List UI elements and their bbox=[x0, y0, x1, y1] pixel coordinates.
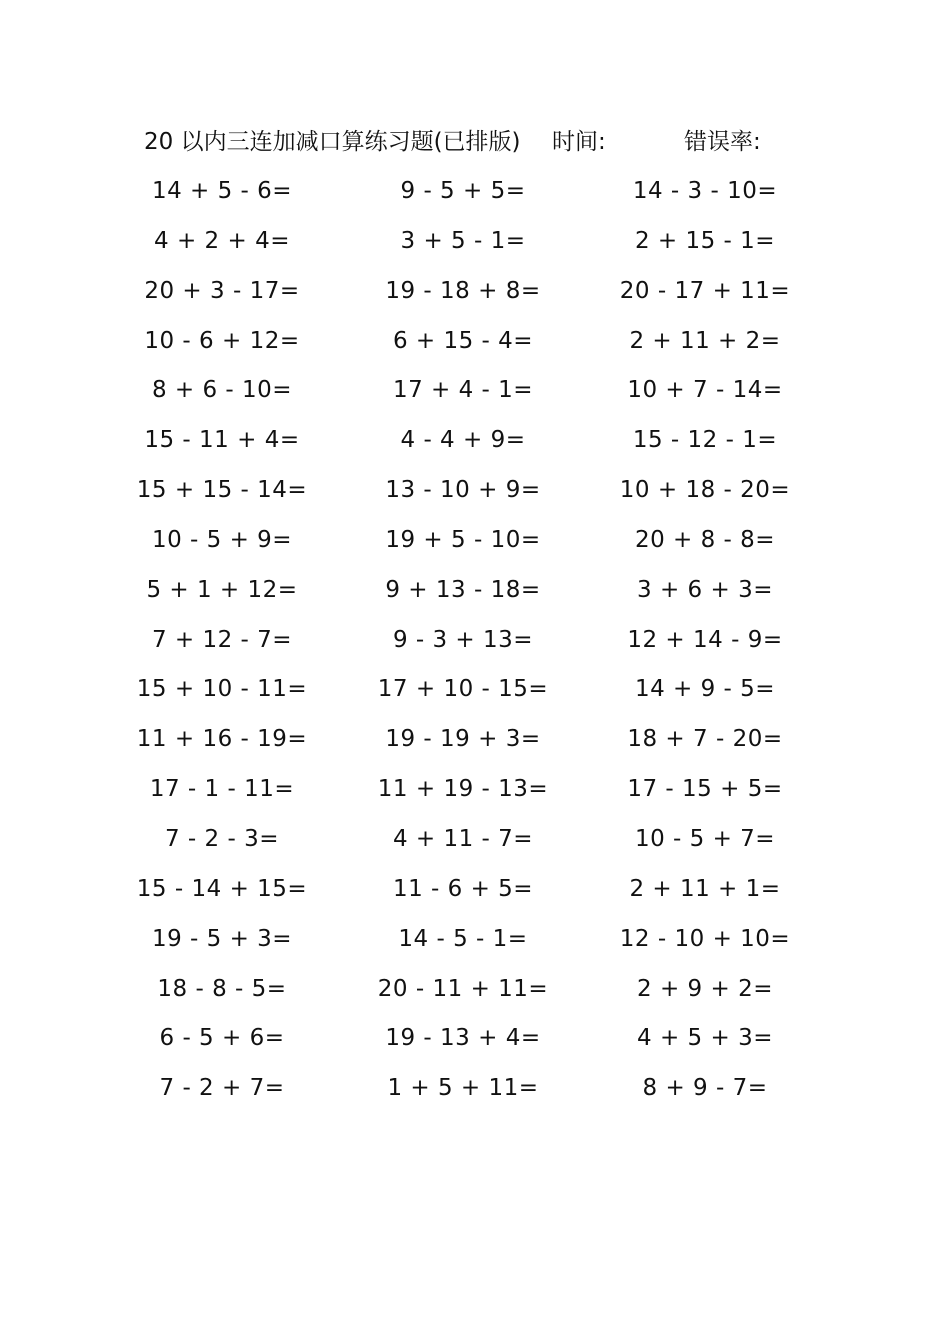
math-problem: 4 + 5 + 3= bbox=[637, 1025, 773, 1052]
math-problem: 7 - 2 - 3= bbox=[164, 825, 279, 852]
math-problem: 3 + 6 + 3= bbox=[637, 576, 773, 603]
math-problem: 11 - 6 + 5= bbox=[392, 875, 534, 902]
problem-row bbox=[0, 470, 950, 520]
problem-row bbox=[0, 221, 950, 271]
error-rate-label: 错误率: bbox=[684, 129, 761, 155]
math-problem: 10 - 5 + 9= bbox=[151, 526, 293, 553]
problem-row bbox=[0, 620, 950, 670]
math-problem: 20 + 3 - 17= bbox=[144, 277, 300, 304]
math-problem: 14 + 5 - 6= bbox=[151, 178, 293, 204]
math-problem: 2 + 11 + 1= bbox=[629, 875, 781, 902]
math-problem: 7 + 12 - 7= bbox=[151, 626, 293, 653]
math-problem: 8 + 6 - 10= bbox=[151, 377, 293, 404]
problem-row bbox=[0, 520, 950, 570]
problem-row bbox=[0, 321, 950, 371]
math-problem: 15 + 10 - 11= bbox=[136, 676, 308, 703]
math-problem: 5 + 1 + 12= bbox=[146, 576, 298, 603]
time-label: 时间: bbox=[552, 129, 606, 155]
math-problem: 14 + 9 - 5= bbox=[634, 676, 776, 703]
math-problem: 20 - 11 + 11= bbox=[377, 975, 549, 1002]
problem-row bbox=[0, 869, 950, 919]
math-problem: 14 - 3 - 10= bbox=[632, 178, 778, 204]
math-problem: 2 + 9 + 2= bbox=[637, 975, 773, 1002]
problem-row bbox=[0, 919, 950, 969]
math-problem: 9 - 3 + 13= bbox=[392, 626, 534, 653]
math-problem: 13 - 10 + 9= bbox=[385, 477, 541, 504]
problem-row bbox=[0, 271, 950, 321]
problem-row bbox=[0, 370, 950, 420]
math-problem: 4 - 4 + 9= bbox=[400, 427, 526, 454]
math-problem: 1 + 5 + 11= bbox=[387, 1075, 539, 1102]
problem-row bbox=[0, 719, 950, 769]
math-problem: 19 - 5 + 3= bbox=[151, 925, 293, 952]
math-problem: 3 + 5 - 1= bbox=[400, 227, 526, 254]
problem-row bbox=[0, 420, 950, 470]
math-problem: 4 + 11 - 7= bbox=[392, 825, 534, 852]
problem-row bbox=[0, 769, 950, 819]
math-problem: 6 + 15 - 4= bbox=[392, 327, 534, 354]
math-problem: 17 + 4 - 1= bbox=[392, 377, 534, 404]
math-problem: 6 - 5 + 6= bbox=[159, 1025, 285, 1052]
math-problem: 17 - 1 - 11= bbox=[149, 776, 295, 803]
problem-row bbox=[0, 669, 950, 719]
math-problem: 10 + 7 - 14= bbox=[627, 377, 783, 404]
math-problem: 19 + 5 - 10= bbox=[385, 526, 541, 553]
math-problem: 15 - 11 + 4= bbox=[144, 427, 300, 454]
math-problem: 17 - 15 + 5= bbox=[627, 776, 783, 803]
math-problem: 4 + 2 + 4= bbox=[154, 227, 290, 254]
math-problem: 11 + 16 - 19= bbox=[136, 726, 308, 753]
problem-row bbox=[0, 171, 950, 221]
problem-row bbox=[0, 1068, 950, 1118]
worksheet-title: 20 以内三连加减口算练习题(已排版) bbox=[144, 129, 521, 155]
math-problem: 15 - 12 - 1= bbox=[632, 427, 778, 454]
problem-row bbox=[0, 969, 950, 1019]
math-problem: 19 - 19 + 3= bbox=[385, 726, 541, 753]
problem-row bbox=[0, 570, 950, 620]
problem-grid bbox=[0, 171, 950, 1118]
math-problem: 10 + 18 - 20= bbox=[619, 477, 791, 504]
math-problem: 18 + 7 - 20= bbox=[627, 726, 783, 753]
worksheet-header bbox=[0, 124, 950, 160]
math-problem: 12 - 10 + 10= bbox=[619, 925, 791, 952]
math-problem: 15 + 15 - 14= bbox=[136, 477, 308, 504]
math-problem: 10 - 5 + 7= bbox=[634, 825, 776, 852]
math-problem: 19 - 18 + 8= bbox=[385, 277, 541, 304]
math-problem: 20 - 17 + 11= bbox=[619, 277, 791, 304]
math-problem: 19 - 13 + 4= bbox=[385, 1025, 541, 1052]
math-problem: 17 + 10 - 15= bbox=[377, 676, 549, 703]
math-problem: 20 + 8 - 8= bbox=[634, 526, 776, 553]
math-problem: 7 - 2 + 7= bbox=[159, 1075, 285, 1102]
math-problem: 2 + 15 - 1= bbox=[634, 227, 776, 254]
math-problem: 9 - 5 + 5= bbox=[400, 178, 526, 204]
math-problem: 14 - 5 - 1= bbox=[398, 925, 528, 952]
math-problem: 11 + 19 - 13= bbox=[377, 776, 549, 803]
math-problem: 2 + 11 + 2= bbox=[629, 327, 781, 354]
math-problem: 10 - 6 + 12= bbox=[144, 327, 300, 354]
math-problem: 12 + 14 - 9= bbox=[627, 626, 783, 653]
problem-row bbox=[0, 819, 950, 869]
math-problem: 15 - 14 + 15= bbox=[136, 875, 308, 902]
problem-row bbox=[0, 1018, 950, 1068]
math-problem: 8 + 9 - 7= bbox=[642, 1075, 768, 1102]
math-problem: 18 - 8 - 5= bbox=[157, 975, 287, 1002]
math-problem: 9 + 13 - 18= bbox=[385, 576, 541, 603]
